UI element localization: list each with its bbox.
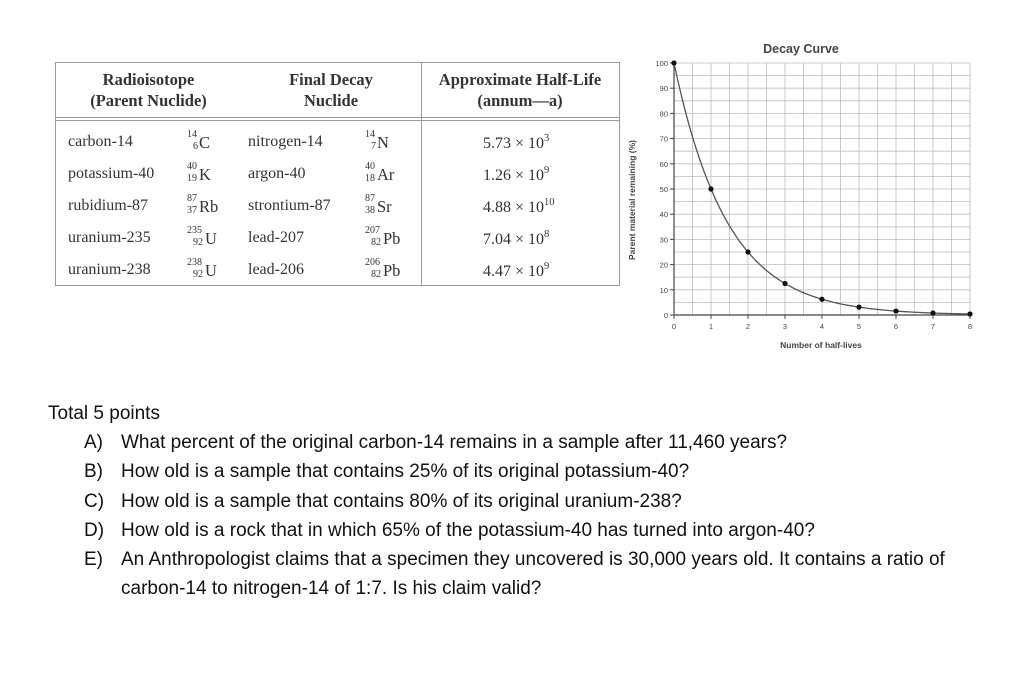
question-text: How old is a sample that contains 80% of its original uranium-238? [121, 490, 682, 512]
y-tick-label: 70 [659, 134, 668, 144]
daughter-atomic-number: 82 [371, 237, 381, 248]
x-tick-label: 0 [671, 322, 677, 331]
daughter-mass-number: 207 [365, 225, 380, 236]
parent-element: Rb [199, 197, 219, 216]
x-tick-label: 6 [893, 322, 899, 331]
half-life-value [483, 261, 549, 281]
data-point [745, 249, 750, 254]
parent-mass-number: 87 [187, 193, 197, 204]
y-tick-label: 90 [659, 84, 668, 94]
daughter-element: Sr [377, 197, 392, 216]
x-tick-label: 8 [967, 322, 973, 331]
parent-element: U [205, 261, 217, 280]
half-life-value [483, 197, 555, 217]
question-text: How old is a sample that contains 25% of its original potassium-40? [121, 461, 690, 483]
parent-atomic-number: 6 [193, 141, 198, 152]
table-divider [56, 120, 619, 121]
parent-atomic-number: 37 [187, 205, 197, 216]
y-tick-label: 20 [659, 260, 668, 270]
question-letter: A) [84, 432, 103, 454]
half-life-exponent: 10 [544, 197, 555, 208]
x-tick-label: 4 [819, 322, 825, 331]
y-tick-label: 40 [659, 210, 668, 220]
question-letter: B) [84, 461, 103, 483]
question-letter: C) [84, 490, 105, 512]
daughter-atomic-number: 7 [371, 141, 376, 152]
question-item [84, 428, 986, 457]
question-item [84, 487, 986, 516]
daughter-mass-number: 40 [365, 161, 375, 172]
parent-mass-number: 14 [187, 129, 197, 140]
daughter-mass-number: 206 [365, 257, 380, 268]
half-life-exponent: 3 [544, 133, 550, 144]
table-divider [56, 117, 619, 118]
question-item [84, 516, 986, 545]
y-tick-label: 0 [663, 311, 668, 320]
decay-curve-chart [620, 36, 980, 356]
y-tick-label: 50 [659, 185, 668, 194]
chart-y-axis-label: Parent material remaining (%) [627, 140, 637, 260]
half-life-value [483, 133, 549, 153]
half-life-exponent: 8 [544, 229, 550, 240]
parent-name: uranium-238 [68, 261, 151, 278]
question-text: An Anthropologist claims that a specimen they uncovered is 30,000 years old. It contains a ratio of carbon-14 to nitrogen-14 of 1:7. Is his claim valid? [121, 549, 945, 600]
data-point [708, 186, 713, 191]
parent-element: U [205, 229, 217, 248]
half-life-value [483, 229, 549, 249]
chart-grid [674, 63, 970, 315]
daughter-atomic-number: 18 [365, 173, 375, 184]
x-tick-label: 3 [782, 322, 788, 331]
header-radioisotope: Radioisotope (Parent Nuclide) [90, 70, 207, 110]
question-item [84, 545, 986, 603]
question-text: How old is a rock that in which 65% of the potassium-40 has turned into argon-40? [121, 519, 815, 541]
question-list [48, 428, 986, 603]
daughter-name: lead-206 [248, 261, 304, 278]
data-point [967, 311, 972, 316]
parent-name: potassium-40 [68, 165, 155, 182]
daughter-element: Pb [383, 229, 401, 248]
parent-mass-number: 40 [187, 161, 197, 172]
parent-atomic-number: 92 [193, 269, 203, 280]
daughter-element: N [377, 133, 389, 152]
half-life-mantissa: 4.47 × 10 [483, 263, 545, 280]
daughter-name: nitrogen-14 [248, 133, 323, 150]
x-tick-label: 5 [856, 322, 862, 331]
x-tick-label: 2 [745, 322, 751, 331]
header-final-decay: Final Decay Nuclide [289, 70, 373, 110]
daughter-element: Ar [377, 165, 395, 184]
data-point [930, 310, 935, 315]
daughter-name: argon-40 [248, 165, 306, 182]
parent-atomic-number: 92 [193, 237, 203, 248]
y-tick-label: 30 [659, 235, 668, 245]
parent-element: K [199, 165, 211, 184]
daughter-atomic-number: 38 [365, 205, 375, 216]
question-letter: D) [84, 519, 105, 541]
daughter-name: lead-207 [248, 229, 304, 246]
daughter-atomic-number: 82 [371, 269, 381, 280]
chart-title: Decay Curve [763, 42, 839, 56]
daughter-element: Pb [383, 261, 401, 280]
half-life-exponent: 9 [544, 165, 550, 176]
y-tick-label: 10 [659, 285, 668, 295]
daughter-mass-number: 14 [365, 129, 375, 140]
data-point [671, 60, 676, 65]
parent-name: carbon-14 [68, 133, 133, 150]
y-tick-label: 80 [659, 109, 668, 119]
data-point [819, 297, 824, 302]
parent-name: rubidium-87 [68, 197, 148, 214]
y-tick-label: 60 [659, 159, 668, 169]
x-tick-label: 1 [708, 322, 714, 331]
question-letter: E) [84, 549, 103, 571]
parent-atomic-number: 19 [187, 173, 197, 184]
chart-ticks [655, 59, 972, 331]
parent-mass-number: 238 [187, 257, 202, 268]
points-total: Total 5 points [48, 403, 160, 424]
x-tick-label: 7 [930, 322, 936, 331]
data-point [782, 281, 787, 286]
half-life-value [483, 165, 549, 185]
half-life-exponent: 9 [544, 261, 550, 272]
parent-element: C [199, 133, 211, 152]
isotope-table [55, 62, 620, 286]
questions-section [48, 399, 986, 603]
daughter-mass-number: 87 [365, 193, 375, 204]
daughter-name: strontium-87 [248, 197, 331, 214]
half-life-mantissa: 7.04 × 10 [483, 231, 545, 248]
half-life-mantissa: 4.88 × 10 [483, 199, 545, 216]
data-point [893, 308, 898, 313]
data-point [856, 305, 861, 310]
header-half-life: Approximate Half-Life (annum—a) [438, 70, 602, 110]
half-life-mantissa: 5.73 × 10 [483, 135, 545, 152]
parent-name: uranium-235 [68, 229, 151, 246]
question-text: What percent of the original carbon-14 remains in a sample after 11,460 years? [121, 432, 788, 454]
chart-x-axis-label: Number of half-lives [780, 340, 862, 350]
half-life-mantissa: 1.26 × 10 [483, 167, 545, 184]
parent-mass-number: 235 [187, 225, 202, 236]
y-tick-label: 100 [655, 59, 668, 68]
question-item [84, 457, 986, 486]
